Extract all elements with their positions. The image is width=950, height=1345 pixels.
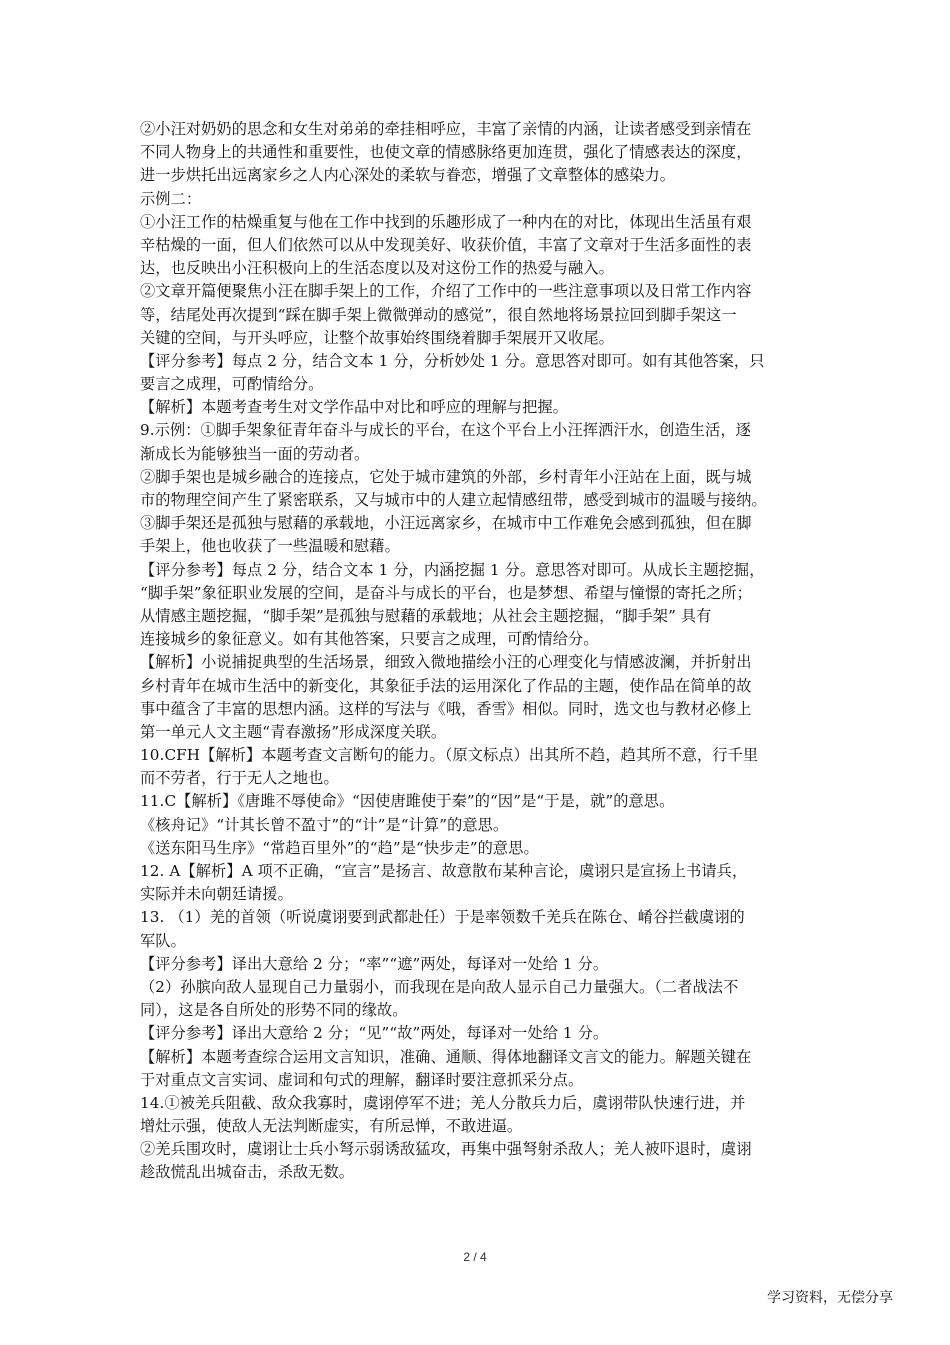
text-line: 手架上，他也收获了一些温暖和慰藉。 [140, 537, 400, 556]
text-line: 14.①被羌兵阻截、敌众我寡时，虞诩停军不进；羌人分散兵力后，虞诩带队快速行进，并 [140, 1093, 746, 1112]
text-line: 实际并未向朝廷请援。 [140, 885, 293, 904]
text-line: 示例二： [140, 189, 202, 208]
text-line: ③脚手架还是孤独与慰藉的承载地，小汪远离家乡，在城市中工作难免会感到孤独，但在脚 [140, 514, 752, 533]
page-number: 2 / 4 [463, 1250, 487, 1264]
text-line: 于对重点文言实词、虚词和句式的理解，翻译时要注意抓采分点。 [140, 1070, 584, 1089]
text-line: 【解析】本题考查综合运用文言知识，准确、通顺、得体地翻译文言文的能力。解题关键在 [140, 1047, 752, 1066]
text-line: 不同人物身上的共通性和重要性，也使文章的情感脉络更加连贯，强化了情感表达的深度， [140, 143, 752, 162]
text-line: 【评分参考】每点 2 分，结合文本 1 分，分析妙处 1 分。意思答对即可。如有其他答案，只 [140, 351, 765, 370]
text-line: 12. A【解析】A 项不正确，“宣言”是扬言、故意散布某种言论，虞诩只是宣扬上书请兵， [140, 862, 748, 880]
text-line: ②小汪对奶奶的思念和女生对弟弟的牵挂相呼应，丰富了亲情的内涵，让读者感受到亲情在 [140, 120, 752, 138]
text-line: 要言之成理，可酌情给分。 [140, 375, 324, 394]
text-line: 市的物理空间产生了紧密联系，又与城市中的人建立起情感纽带，感受到城市的温暖与接纳。 [140, 491, 767, 509]
text-line: 【解析】小说捕捉典型的生活场景，细致入微地描绘小汪的心理变化与情感波澜，并折射出 [140, 653, 752, 672]
text-line: 11.C【解析】《唐雎不辱使命》“因使唐雎使于秦”的“因”是“于是，就”的意思。 [140, 792, 675, 811]
text-line: 《核舟记》“计其长曾不盈寸”的“计”是“计算”的意思。 [140, 815, 509, 834]
text-line: 【解析】本题考查考生对文学作品中对比和呼应的理解与把握。 [140, 398, 569, 417]
text-line: 同），这是各自所处的形势不同的缘故。 [140, 1001, 408, 1020]
text-line: ②脚手架也是城乡融合的连接点，它处于城市建筑的外部，乡村青年小汪站在上面，既与城 [140, 467, 752, 486]
text-line: 辛枯燥的一面，但人们依然可以从中发现美好、收获价值，丰富了文章对于生活多面性的表 [140, 235, 752, 254]
text-line: 乡村青年在城市生活中的新变化，其象征手法的运用深化了作品的主题，使作品在简单的故 [140, 676, 752, 695]
text-line: 军队。 [140, 931, 186, 950]
answer-text-body [140, 118, 812, 1185]
text-line: ②文章开篇便聚焦小汪在脚手架上的工作，介绍了工作中的一些注意事项以及日常工作内容 [140, 282, 752, 301]
text-line: 而不劳者，行于无人之地也。 [140, 769, 339, 788]
text-line: 渐成长为能够独当一面的劳动者。 [140, 444, 370, 463]
text-line: “脚手架”象征职业发展的空间，是奋斗与成长的平台，也是梦想、希望与憧憬的寄托之所； [140, 583, 752, 602]
text-line: 等，结尾处再次提到“踩在脚手架上微微弹动的感觉”，很自然地将场景拉回到脚手架这一 [140, 305, 737, 324]
text-line: ①小汪工作的枯燥重复与他在工作中找到的乐趣形成了一种内在的对比，体现出生活虽有艰 [140, 212, 752, 231]
text-line: （2）孙膑向敌人显现自己力量弱小，而我现在是向敌人显示自己力量强大。（二者战法不 [140, 977, 739, 996]
text-line: 《送东阳马生序》“常趋百里外”的“趋”是“快步走”的意思。 [140, 838, 539, 857]
text-line: 【评分参考】译出大意给 2 分；“见”“故”两处，每译对一处给 1 分。 [140, 1024, 609, 1043]
text-line: 关键的空间，与开头呼应，让整个故事始终围绕着脚手架展开又收尾。 [140, 328, 614, 347]
text-line: 增灶示强，使敌人无法判断虚实，有所忌惮，不敢进逼。 [140, 1117, 523, 1136]
text-line: 【评分参考】每点 2 分，结合文本 1 分，内涵挖掘 1 分。意思答对即可。从成长主题挖掘， [140, 560, 765, 579]
text-line: 进一步烘托出远离家乡之人内心深处的柔软与眷恋，增强了文章整体的感染力。 [140, 166, 676, 185]
text-line: 第一单元人文主题“青春激扬”形成深度关联。 [140, 722, 447, 741]
text-line: 9.示例：①脚手架象征青年奋斗与成长的平台，在这个平台上小汪挥洒汗水，创造生活，逐 [140, 421, 751, 440]
text-line: 13. （1）羌的首领（听说虞诩要到武都赴任）于是率领数千羌兵在陈仓、崤谷拦截虞诩的 [140, 908, 745, 927]
text-line: 从情感主题挖掘，“脚手架”是孤独与慰藉的承载地；从社会主题挖掘，“脚手架” 具有 [140, 606, 712, 625]
text-line: 趁敌慌乱出城奋击，杀敌无数。 [140, 1163, 355, 1182]
text-line: 连接城乡的象征意义。如有其他答案，只要言之成理，可酌情给分。 [140, 630, 599, 649]
text-line: 10.CFH【解析】本题考查文言断句的能力。（原文标点）出其所不趋，趋其所不意，行千里 [140, 746, 759, 765]
footer-note: 学习资料，无偿分享 [767, 1290, 893, 1306]
text-line: 【评分参考】译出大意给 2 分；“率”“遮”两处，每译对一处给 1 分。 [140, 954, 609, 973]
text-line: 达，也反映出小汪积极向上的生活态度以及对这份工作的热爱与融入。 [140, 259, 614, 278]
text-line: ②羌兵围攻时，虞诩让士兵小弩示弱诱敌猛攻，再集中强弩射杀敌人；羌人被吓退时，虞诩 [140, 1140, 752, 1159]
text-line: 事中蕴含了丰富的思想内涵。这样的写法与《哦，香雪》相似。同时，选文也与教材必修上 [140, 699, 752, 718]
